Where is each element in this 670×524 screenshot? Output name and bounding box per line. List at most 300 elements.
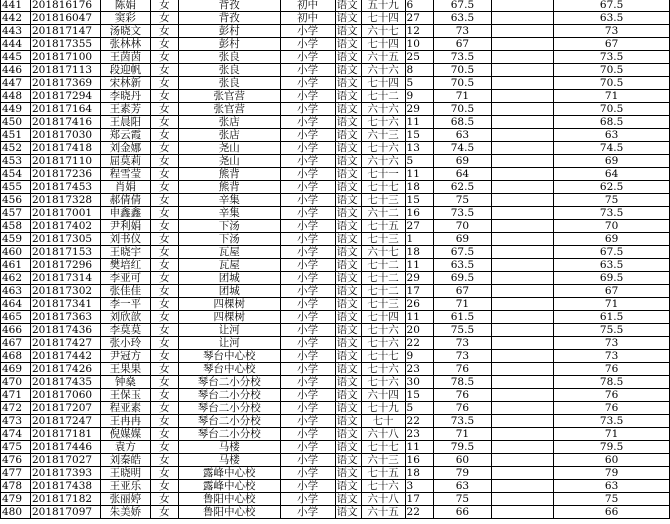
score-cell: 63.5 — [433, 12, 492, 25]
subject-cell: 语文 — [335, 220, 361, 233]
blank-cell — [492, 428, 554, 441]
exam-id-cell: 201817147 — [30, 25, 100, 38]
subject-cell: 语文 — [335, 285, 361, 298]
level-cell: 小学 — [280, 207, 335, 220]
name-cell: 王晓宇 — [100, 246, 150, 259]
row-number-cell: 455 — [1, 181, 31, 194]
blank-cell — [492, 480, 554, 493]
name-cell: 李晓丹 — [100, 90, 150, 103]
row-number-cell: 459 — [1, 233, 31, 246]
seat-cell: 6 — [405, 0, 433, 12]
blank-cell — [492, 25, 554, 38]
table-row — [1, 285, 670, 298]
score-cell: 71 — [433, 298, 492, 311]
name-cell: 张佳佳 — [100, 285, 150, 298]
name-cell: 刘书仪 — [100, 233, 150, 246]
name-cell: 王素芳 — [100, 103, 150, 116]
level-cell: 小学 — [280, 324, 335, 337]
score-cell: 70.5 — [433, 64, 492, 77]
blank-cell — [492, 233, 554, 246]
school-cell: 彭村 — [178, 25, 280, 38]
seat-cell: 22 — [405, 506, 433, 519]
score-cell: 69 — [433, 155, 492, 168]
level-cell: 小学 — [280, 246, 335, 259]
table-row — [1, 220, 670, 233]
name-cell: 王晓明 — [100, 467, 150, 480]
level-cell: 小学 — [280, 389, 335, 402]
school-cell: 张良 — [178, 64, 280, 77]
exam-id-cell: 201817453 — [30, 181, 100, 194]
exam-id-cell: 201817305 — [30, 233, 100, 246]
seat-cell: 11 — [405, 311, 433, 324]
exam-id-cell: 201817027 — [30, 454, 100, 467]
gender-cell: 女 — [150, 363, 178, 376]
exam-id-cell: 201816176 — [30, 0, 100, 12]
name-cell: 樊培红 — [100, 259, 150, 272]
level-cell: 小学 — [280, 350, 335, 363]
exam-id-cell: 201817182 — [30, 493, 100, 506]
subject-cell: 语文 — [335, 103, 361, 116]
final-score-cell: 75 — [554, 493, 670, 506]
group-cell: 七十六 — [361, 363, 405, 376]
school-cell: 张官营 — [178, 103, 280, 116]
name-cell: 宋林新 — [100, 77, 150, 90]
blank-cell — [492, 506, 554, 519]
gender-cell: 女 — [150, 12, 178, 25]
seat-cell: 26 — [405, 298, 433, 311]
row-number-cell: 470 — [1, 376, 31, 389]
exam-id-cell: 201817427 — [30, 337, 100, 350]
seat-cell: 23 — [405, 363, 433, 376]
score-cell: 70.5 — [433, 103, 492, 116]
name-cell: 倪媒媒 — [100, 428, 150, 441]
table-row — [1, 467, 670, 480]
level-cell: 小学 — [280, 181, 335, 194]
final-score-cell: 75 — [554, 194, 670, 207]
group-cell: 六十六 — [361, 64, 405, 77]
seat-cell: 20 — [405, 324, 433, 337]
table-row — [1, 259, 670, 272]
level-cell: 小学 — [280, 142, 335, 155]
blank-cell — [492, 51, 554, 64]
name-cell: 李莫莫 — [100, 324, 150, 337]
level-cell: 小学 — [280, 90, 335, 103]
subject-cell: 语文 — [335, 64, 361, 77]
level-cell: 初中 — [280, 12, 335, 25]
name-cell: 段迎帆 — [100, 64, 150, 77]
group-cell: 七十四 — [361, 77, 405, 90]
blank-cell — [492, 389, 554, 402]
score-cell: 71 — [433, 428, 492, 441]
gender-cell: 女 — [150, 77, 178, 90]
exam-id-cell: 201817097 — [30, 506, 100, 519]
level-cell: 小学 — [280, 493, 335, 506]
score-cell: 60 — [433, 454, 492, 467]
school-cell: 熊背 — [178, 168, 280, 181]
blank-cell — [492, 246, 554, 259]
group-cell: 六十三 — [361, 454, 405, 467]
group-cell: 六十二 — [361, 207, 405, 220]
blank-cell — [492, 194, 554, 207]
blank-cell — [492, 207, 554, 220]
seat-cell: 18 — [405, 246, 433, 259]
exam-id-cell: 201817393 — [30, 467, 100, 480]
gender-cell: 女 — [150, 298, 178, 311]
school-cell: 马楼 — [178, 441, 280, 454]
table-body — [1, 0, 670, 519]
final-score-cell: 67.5 — [554, 0, 670, 12]
school-cell: 尧山 — [178, 142, 280, 155]
level-cell: 小学 — [280, 51, 335, 64]
exam-id-cell: 201817436 — [30, 324, 100, 337]
school-cell: 琴台二小分校 — [178, 376, 280, 389]
subject-cell: 语文 — [335, 155, 361, 168]
table-row — [1, 415, 670, 428]
seat-cell: 25 — [405, 51, 433, 64]
name-cell: 汤晓文 — [100, 25, 150, 38]
gender-cell: 女 — [150, 142, 178, 155]
name-cell: 王冉冉 — [100, 415, 150, 428]
score-cell: 61.5 — [433, 311, 492, 324]
score-cell: 75.5 — [433, 324, 492, 337]
table-row — [1, 168, 670, 181]
blank-cell — [492, 181, 554, 194]
subject-cell: 语文 — [335, 415, 361, 428]
table-row — [1, 493, 670, 506]
group-cell: 六十七 — [361, 246, 405, 259]
gender-cell: 女 — [150, 389, 178, 402]
gender-cell: 女 — [150, 0, 178, 12]
seat-cell: 12 — [405, 25, 433, 38]
subject-cell: 语文 — [335, 51, 361, 64]
final-score-cell: 74.5 — [554, 142, 670, 155]
final-score-cell: 70.5 — [554, 103, 670, 116]
school-cell: 辛集 — [178, 194, 280, 207]
subject-cell: 语文 — [335, 467, 361, 480]
level-cell: 小学 — [280, 311, 335, 324]
blank-cell — [492, 272, 554, 285]
group-cell: 七十五 — [361, 220, 405, 233]
final-score-cell: 70.5 — [554, 64, 670, 77]
row-number-cell: 474 — [1, 428, 31, 441]
level-cell: 小学 — [280, 337, 335, 350]
level-cell: 小学 — [280, 220, 335, 233]
gender-cell: 女 — [150, 441, 178, 454]
row-number-cell: 450 — [1, 116, 31, 129]
seat-cell: 27 — [405, 12, 433, 25]
score-cell: 67.5 — [433, 0, 492, 12]
name-cell: 王果果 — [100, 363, 150, 376]
score-cell: 78.5 — [433, 376, 492, 389]
score-cell: 67 — [433, 38, 492, 51]
final-score-cell: 78.5 — [554, 376, 670, 389]
row-number-cell: 480 — [1, 506, 31, 519]
blank-cell — [492, 298, 554, 311]
gender-cell: 女 — [150, 246, 178, 259]
level-cell: 小学 — [280, 38, 335, 51]
gender-cell: 女 — [150, 155, 178, 168]
final-score-cell: 63 — [554, 480, 670, 493]
group-cell: 七十七 — [361, 441, 405, 454]
score-cell: 73 — [433, 337, 492, 350]
final-score-cell: 73 — [554, 25, 670, 38]
final-score-cell: 71 — [554, 298, 670, 311]
final-score-cell: 63 — [554, 129, 670, 142]
subject-cell: 语文 — [335, 90, 361, 103]
group-cell: 六十七 — [361, 25, 405, 38]
subject-cell: 语文 — [335, 454, 361, 467]
school-cell: 背孜 — [178, 12, 280, 25]
seat-cell: 11 — [405, 168, 433, 181]
table-row — [1, 506, 670, 519]
group-cell: 七十三 — [361, 298, 405, 311]
level-cell: 小学 — [280, 155, 335, 168]
gender-cell: 女 — [150, 51, 178, 64]
name-cell: 屈莫莉 — [100, 155, 150, 168]
exam-id-cell: 201817341 — [30, 298, 100, 311]
row-number-cell: 467 — [1, 337, 31, 350]
subject-cell: 语文 — [335, 259, 361, 272]
school-cell: 鲁阳中心校 — [178, 493, 280, 506]
exam-id-cell: 201817369 — [30, 77, 100, 90]
gender-cell: 女 — [150, 454, 178, 467]
final-score-cell: 67 — [554, 38, 670, 51]
gender-cell: 女 — [150, 480, 178, 493]
group-cell: 七十四 — [361, 12, 405, 25]
seat-cell: 1 — [405, 233, 433, 246]
school-cell: 马楼 — [178, 454, 280, 467]
final-score-cell: 76 — [554, 363, 670, 376]
exam-id-cell: 201817355 — [30, 38, 100, 51]
score-cell: 70 — [433, 220, 492, 233]
school-cell: 四棵树 — [178, 311, 280, 324]
blank-cell — [492, 38, 554, 51]
final-score-cell: 75.5 — [554, 324, 670, 337]
score-cell: 68.5 — [433, 116, 492, 129]
name-cell: 袁方 — [100, 441, 150, 454]
group-cell: 六十四 — [361, 389, 405, 402]
table-row — [1, 428, 670, 441]
blank-cell — [492, 116, 554, 129]
exam-id-cell: 201817247 — [30, 415, 100, 428]
subject-cell: 语文 — [335, 129, 361, 142]
group-cell: 七十四 — [361, 38, 405, 51]
school-cell: 瓦屋 — [178, 259, 280, 272]
blank-cell — [492, 220, 554, 233]
school-cell: 琴台二小分校 — [178, 428, 280, 441]
blank-cell — [492, 402, 554, 415]
group-cell: 六十六 — [361, 155, 405, 168]
final-score-cell: 63.5 — [554, 12, 670, 25]
score-cell: 67 — [433, 285, 492, 298]
subject-cell: 语文 — [335, 181, 361, 194]
score-cell: 67.5 — [433, 246, 492, 259]
table-row — [1, 0, 670, 12]
group-cell: 七十二 — [361, 259, 405, 272]
name-cell: 申鑫鑫 — [100, 207, 150, 220]
gender-cell: 女 — [150, 428, 178, 441]
table-row — [1, 207, 670, 220]
gender-cell: 女 — [150, 207, 178, 220]
score-cell: 79 — [433, 467, 492, 480]
blank-cell — [492, 324, 554, 337]
seat-cell: 11 — [405, 441, 433, 454]
final-score-cell: 69 — [554, 155, 670, 168]
table-row — [1, 38, 670, 51]
school-cell: 团城 — [178, 285, 280, 298]
table-row — [1, 441, 670, 454]
row-number-cell: 454 — [1, 168, 31, 181]
exam-id-cell: 201817442 — [30, 350, 100, 363]
row-number-cell: 463 — [1, 285, 31, 298]
exam-id-cell: 201817113 — [30, 64, 100, 77]
group-cell: 六十三 — [361, 129, 405, 142]
row-number-cell: 460 — [1, 246, 31, 259]
final-score-cell: 64 — [554, 168, 670, 181]
gender-cell: 女 — [150, 285, 178, 298]
level-cell: 小学 — [280, 363, 335, 376]
score-cell: 73.5 — [433, 51, 492, 64]
exam-id-cell: 201817236 — [30, 168, 100, 181]
final-score-cell: 67.5 — [554, 246, 670, 259]
level-cell: 小学 — [280, 116, 335, 129]
name-cell: 李亚可 — [100, 272, 150, 285]
school-cell: 背孜 — [178, 0, 280, 12]
level-cell: 小学 — [280, 259, 335, 272]
row-number-cell: 468 — [1, 350, 31, 363]
exam-id-cell: 201817314 — [30, 272, 100, 285]
table-row — [1, 454, 670, 467]
table-row — [1, 311, 670, 324]
group-cell: 六十五 — [361, 51, 405, 64]
gender-cell: 女 — [150, 506, 178, 519]
group-cell: 六十五 — [361, 506, 405, 519]
blank-cell — [492, 363, 554, 376]
subject-cell: 语文 — [335, 168, 361, 181]
school-cell: 张良 — [178, 77, 280, 90]
school-cell: 露峰中心校 — [178, 467, 280, 480]
score-cell: 66 — [433, 506, 492, 519]
blank-cell — [492, 376, 554, 389]
score-cell: 63 — [433, 129, 492, 142]
subject-cell: 语文 — [335, 12, 361, 25]
blank-cell — [492, 64, 554, 77]
seat-cell: 16 — [405, 454, 433, 467]
name-cell: 张小玲 — [100, 337, 150, 350]
table-row — [1, 77, 670, 90]
table-row — [1, 350, 670, 363]
score-cell: 76 — [433, 402, 492, 415]
name-cell: 刘金娜 — [100, 142, 150, 155]
row-number-cell: 443 — [1, 25, 31, 38]
group-cell: 七十四 — [361, 311, 405, 324]
group-cell: 七十三 — [361, 194, 405, 207]
gender-cell: 女 — [150, 103, 178, 116]
name-cell: 尹利娟 — [100, 220, 150, 233]
seat-cell: 16 — [405, 207, 433, 220]
table-row — [1, 337, 670, 350]
final-score-cell: 71 — [554, 90, 670, 103]
name-cell: 程亚素 — [100, 402, 150, 415]
school-cell: 琴台二小分校 — [178, 402, 280, 415]
row-number-cell: 453 — [1, 155, 31, 168]
name-cell: 程雪莹 — [100, 168, 150, 181]
table-row — [1, 155, 670, 168]
name-cell: 王茵茵 — [100, 51, 150, 64]
group-cell: 七十六 — [361, 376, 405, 389]
table-row — [1, 363, 670, 376]
level-cell: 小学 — [280, 480, 335, 493]
subject-cell: 语文 — [335, 506, 361, 519]
row-number-cell: 449 — [1, 103, 31, 116]
subject-cell: 语文 — [335, 38, 361, 51]
subject-cell: 语文 — [335, 363, 361, 376]
subject-cell: 语文 — [335, 428, 361, 441]
exam-id-cell: 201817416 — [30, 116, 100, 129]
level-cell: 小学 — [280, 194, 335, 207]
blank-cell — [492, 493, 554, 506]
subject-cell: 语文 — [335, 142, 361, 155]
gender-cell: 女 — [150, 402, 178, 415]
gender-cell: 女 — [150, 38, 178, 51]
final-score-cell: 76 — [554, 389, 670, 402]
name-cell: 尹冠方 — [100, 350, 150, 363]
final-score-cell: 73 — [554, 350, 670, 363]
blank-cell — [492, 155, 554, 168]
group-cell: 七十七 — [361, 350, 405, 363]
subject-cell: 语文 — [335, 402, 361, 415]
level-cell: 初中 — [280, 0, 335, 12]
gender-cell: 女 — [150, 220, 178, 233]
subject-cell: 语文 — [335, 207, 361, 220]
gender-cell: 女 — [150, 376, 178, 389]
seat-cell: 3 — [405, 480, 433, 493]
level-cell: 小学 — [280, 168, 335, 181]
gender-cell: 女 — [150, 194, 178, 207]
level-cell: 小学 — [280, 25, 335, 38]
gender-cell: 女 — [150, 350, 178, 363]
score-cell: 64 — [433, 168, 492, 181]
row-number-cell: 473 — [1, 415, 31, 428]
final-score-cell: 73.5 — [554, 51, 670, 64]
exam-id-cell: 201817446 — [30, 441, 100, 454]
seat-cell: 5 — [405, 77, 433, 90]
group-cell: 七十 — [361, 415, 405, 428]
score-cell: 73 — [433, 25, 492, 38]
score-cell: 74.5 — [433, 142, 492, 155]
subject-cell: 语文 — [335, 337, 361, 350]
gender-cell: 女 — [150, 272, 178, 285]
exam-id-cell: 201817402 — [30, 220, 100, 233]
row-number-cell: 441 — [1, 0, 31, 12]
group-cell: 七十二 — [361, 90, 405, 103]
exam-id-cell: 201817181 — [30, 428, 100, 441]
row-number-cell: 445 — [1, 51, 31, 64]
seat-cell: 15 — [405, 129, 433, 142]
table-row — [1, 90, 670, 103]
blank-cell — [492, 311, 554, 324]
table-row — [1, 272, 670, 285]
blank-cell — [492, 415, 554, 428]
exam-id-cell: 201817100 — [30, 51, 100, 64]
school-cell: 鲁阳中心校 — [178, 506, 280, 519]
gender-cell: 女 — [150, 129, 178, 142]
group-cell: 七十九 — [361, 402, 405, 415]
seat-cell: 22 — [405, 415, 433, 428]
name-cell: 郝倩倩 — [100, 194, 150, 207]
group-cell: 七十三 — [361, 233, 405, 246]
exam-id-cell: 201817294 — [30, 90, 100, 103]
